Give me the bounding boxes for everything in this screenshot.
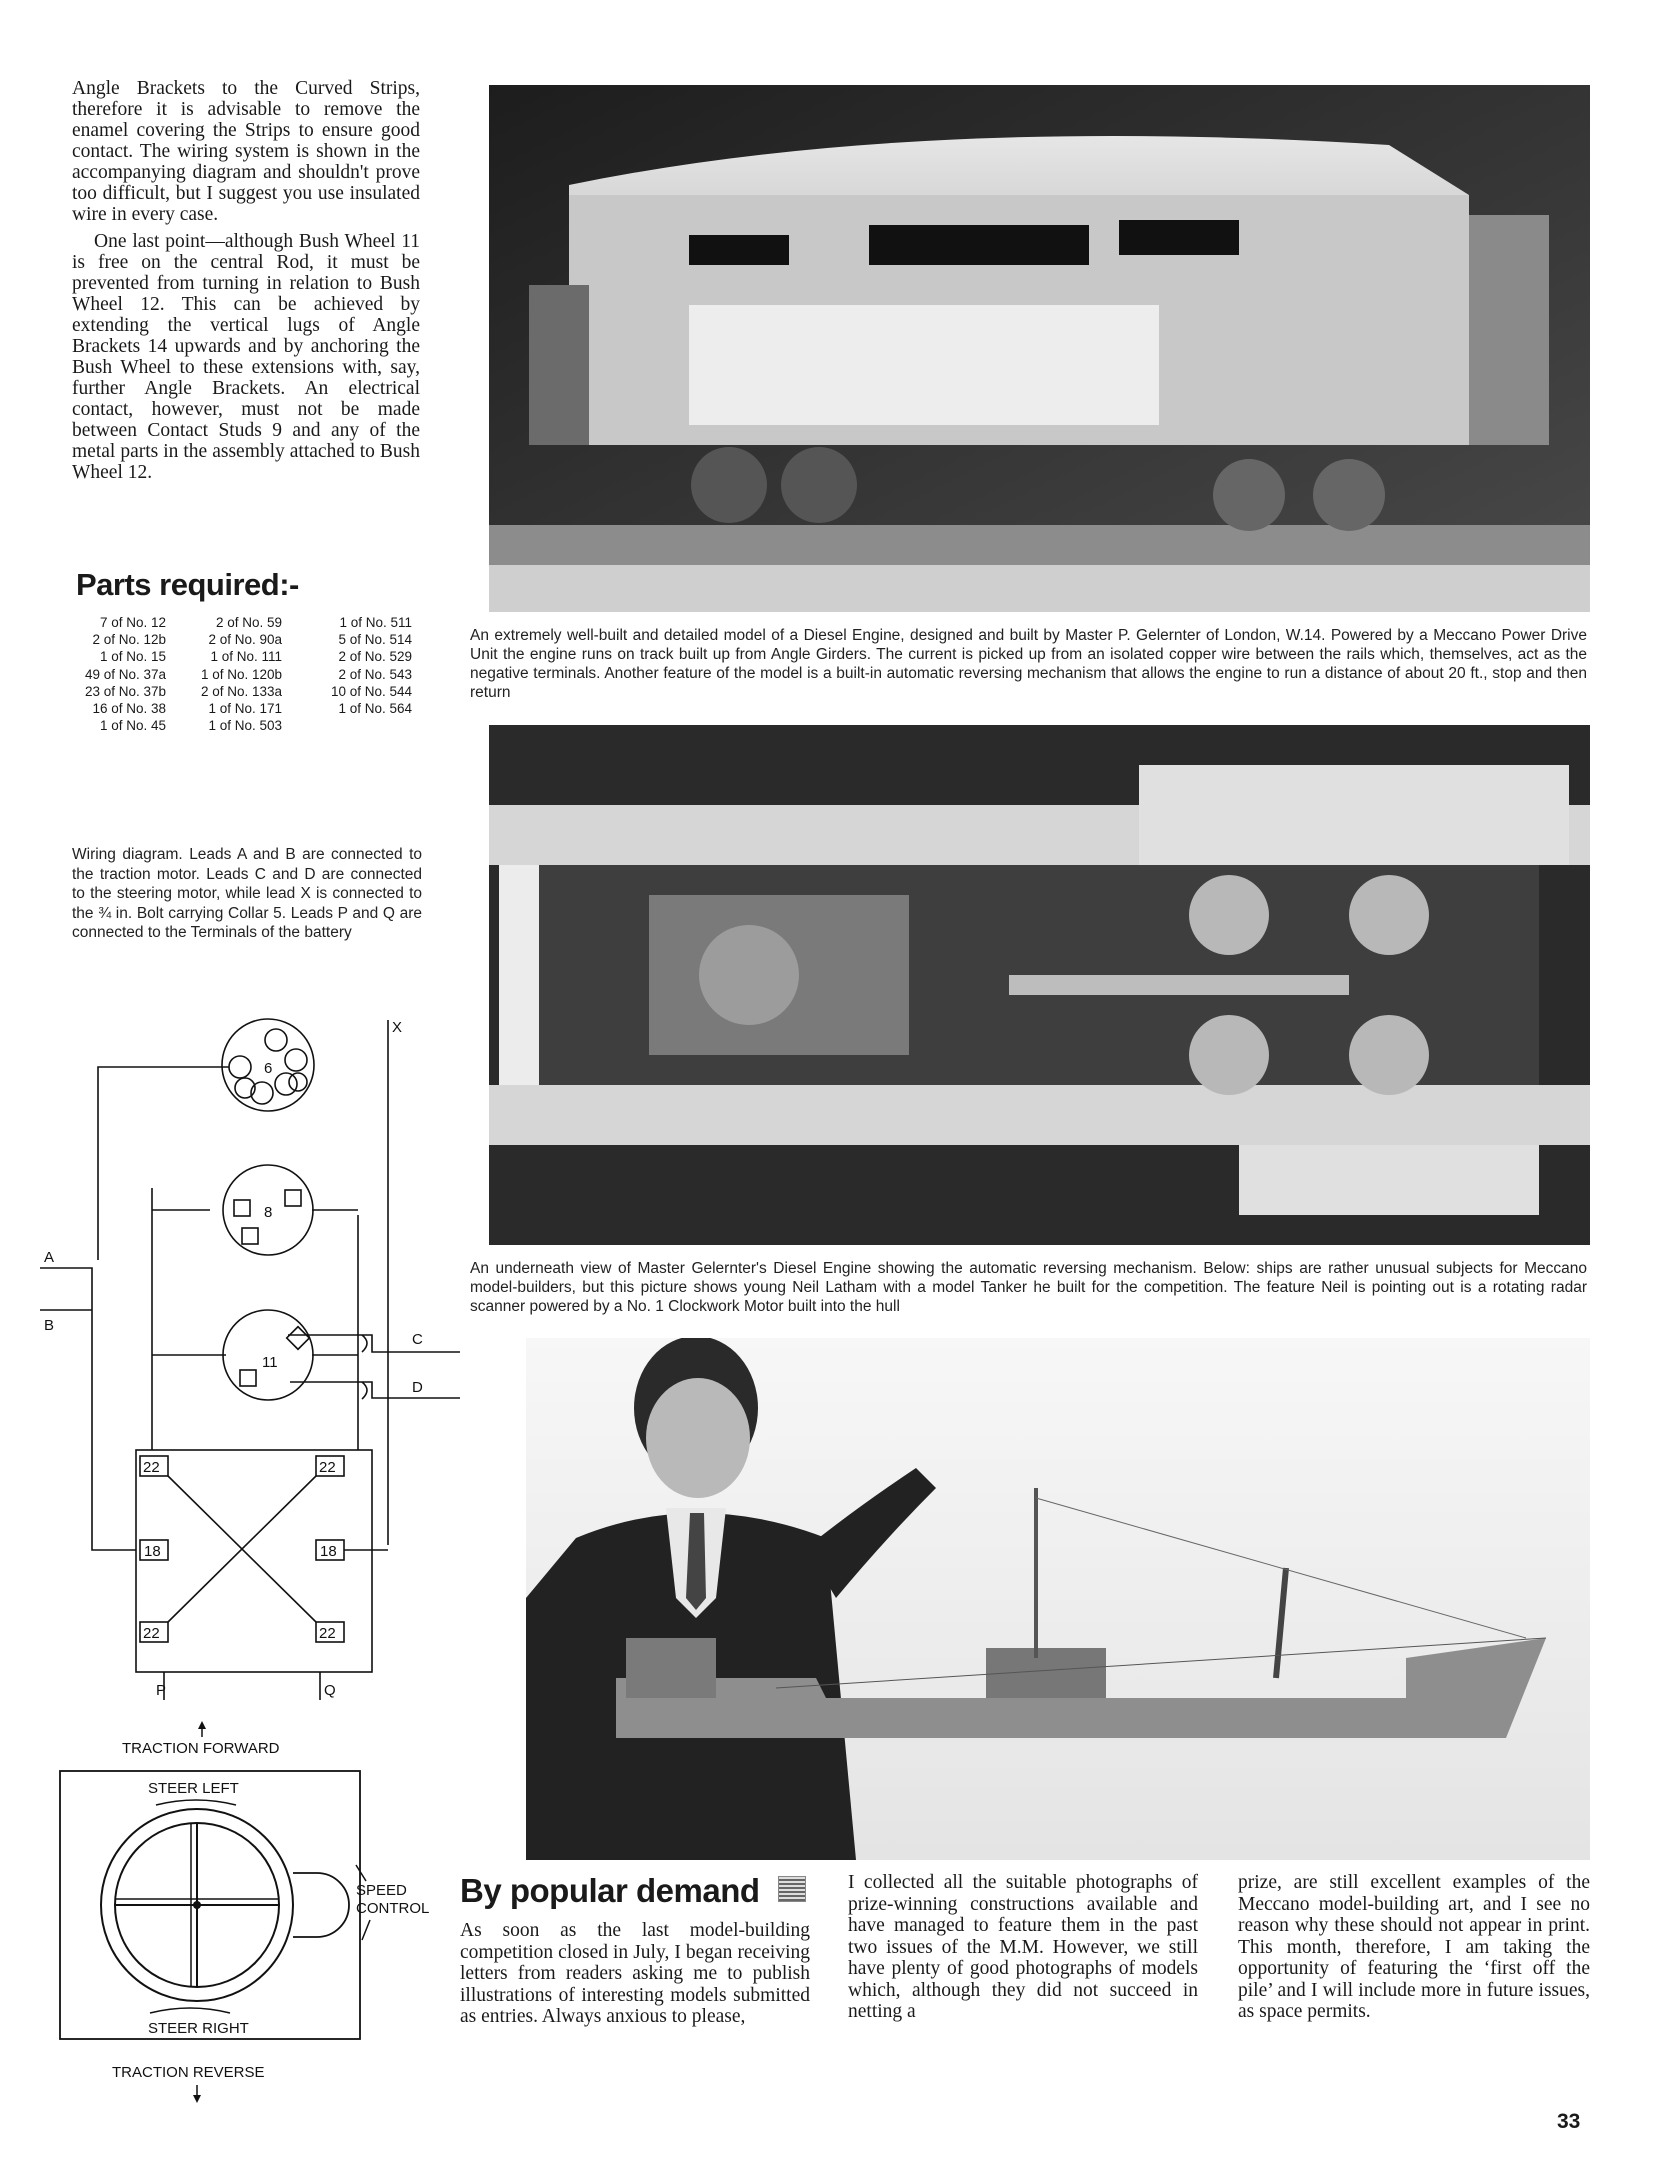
lead-x-label: X	[392, 1019, 403, 1036]
intro-text	[72, 78, 420, 489]
part-item: 1 of No. 45	[99, 718, 166, 734]
part-item: 7 of No. 12	[99, 615, 166, 630]
parts-heading: Parts required:-	[76, 567, 299, 602]
underneath-view-photo	[489, 725, 1590, 1245]
part-item: 2 of No. 529	[338, 649, 412, 665]
part-item: 1 of No. 511	[339, 615, 412, 630]
part-item: 10 of No. 544	[330, 683, 412, 699]
article-column-3: prize, are still excellent examples of the Meccano model-building art, and I see no reason why these should not appear in print. This month, therefore, I am taking the opportunity of featuring the ‘first off the pile’ and I will include more in future issues, as space permits.	[1238, 1872, 1590, 2022]
diesel-engine-photo	[489, 85, 1590, 612]
article-column-2: I collected all the suitable photographs of prize-winning constructions available and have managed to feature them in the past two issues of the M.M. However, we still have plenty of good photographs of models which, although they did not succeed in netting a	[848, 1872, 1198, 2022]
part-item: 16 of No. 38	[92, 701, 166, 717]
switch-11-label: 11	[262, 1354, 278, 1371]
terminal-22-label: 22	[319, 1459, 336, 1476]
part-item: 2 of No. 133a	[200, 683, 282, 699]
part-item: 2 of No. 543	[338, 666, 412, 682]
parts-column-2	[190, 614, 282, 734]
article-column-1: As soon as the last model-building competition closed in July, I began receiving letters from readers asking me to publish illustrations of interesting models submitted as entries. Always anxious to please,	[460, 1920, 810, 2027]
part-item: 1 of No. 171	[208, 701, 282, 717]
lead-b-label: B	[44, 1317, 55, 1334]
part-item: 2 of No. 59	[215, 615, 282, 630]
traction-forward-label: TRACTION FORWARD	[122, 1740, 280, 1757]
terminal-18-label: 18	[320, 1543, 337, 1560]
page-number: 33	[1557, 2110, 1581, 2133]
wiring-caption: Wiring diagram. Leads A and B are connected to the traction motor. Leads C and D are connected to the steering motor, while lead X is connected to the ¾ in. Bolt carrying Collar 5. Leads P and Q are connected to the Terminals of the battery	[72, 846, 422, 941]
newspaper-icon	[778, 1876, 806, 1902]
part-item: 1 of No. 15	[99, 649, 166, 665]
part-item: 1 of No. 564	[338, 701, 412, 717]
part-item: 1 of No. 111	[210, 649, 282, 665]
switch-8-label: 8	[264, 1204, 273, 1221]
diesel-caption: An extremely well-built and detailed model of a Diesel Engine, designed and built by Master P. Gelernter of London, W.14. Powered by a Meccano Power Drive Unit the engine runs on track built up from Angle Girders. The current is picked up from an isolated copper wire between the rails which, themselves, act as the negative terminals. Another feature of the model is a built-in automatic reversing mechanism that allows the engine to run a distance of about 20 ft., stop and then return	[470, 627, 1587, 701]
steer-right-label: STEER RIGHT	[148, 2020, 249, 2037]
part-item: 1 of No. 120b	[200, 666, 282, 682]
part-item: 2 of No. 90a	[208, 632, 282, 648]
steer-left-label: STEER LEFT	[148, 1780, 239, 1797]
part-item: 49 of No. 37a	[84, 666, 166, 682]
part-item: 5 of No. 514	[338, 632, 412, 648]
terminal-18-label: 18	[144, 1543, 161, 1560]
article-heading: By popular demand	[460, 1872, 760, 1909]
control-label: CONTROL	[356, 1900, 430, 1917]
lead-c-label: C	[412, 1331, 423, 1348]
speed-label: SPEED	[356, 1882, 407, 1899]
lead-a-label: A	[44, 1249, 55, 1266]
intro-paragraph-1: Angle Brackets to the Curved Strips, therefore it is advisable to remove the enamel covering the Strips to ensure good contact. The wiring system is shown in the accompanying diagram and shouldn't prove too difficult, but I suggest you use insulated wire in every case.	[72, 78, 420, 225]
lead-q-label: Q	[324, 1682, 336, 1699]
lead-p-label: P	[156, 1682, 167, 1699]
part-item: 1 of No. 503	[208, 718, 282, 734]
part-item: 2 of No. 12b	[92, 632, 166, 648]
terminal-22-label: 22	[143, 1625, 160, 1642]
part-item: 23 of No. 37b	[84, 683, 166, 699]
switch-6-label: 6	[264, 1060, 273, 1077]
tanker-photo	[526, 1338, 1590, 1860]
terminal-22-label: 22	[143, 1459, 160, 1476]
intro-paragraph-2: One last point—although Bush Wheel 11 is free on the central Rod, it must be prevented from turning in relation to Bush Wheel 12. This can be achieved by extending the vertical lugs of Angle Brackets 14 upwards and by anchoring the Bush Wheel to these extensions with, say, further Angle Brackets. An electrical contact, however, must not be made between Contact Studs 9 and any of the metal parts in the assembly attached to Bush Wheel 12.	[72, 231, 420, 483]
wiring-diagram	[40, 1010, 460, 1710]
underneath-caption: An underneath view of Master Gelernter's Diesel Engine showing the automatic reversing mechanism. Below: ships are rather unusual subjects for Meccano model-builders, but this picture shows young Neil Latham with a model Tanker he built for the competition. The feature Neil is pointing out is a rotating radar scanner powered by a No. 1 Clockwork Motor built into the hull	[470, 1260, 1587, 1315]
parts-column-1	[80, 614, 166, 734]
traction-reverse-label: TRACTION REVERSE	[112, 2064, 265, 2081]
parts-column-3	[320, 614, 412, 717]
control-diagram	[40, 1715, 460, 2115]
lead-d-label: D	[412, 1379, 423, 1396]
terminal-22-label: 22	[319, 1625, 336, 1642]
